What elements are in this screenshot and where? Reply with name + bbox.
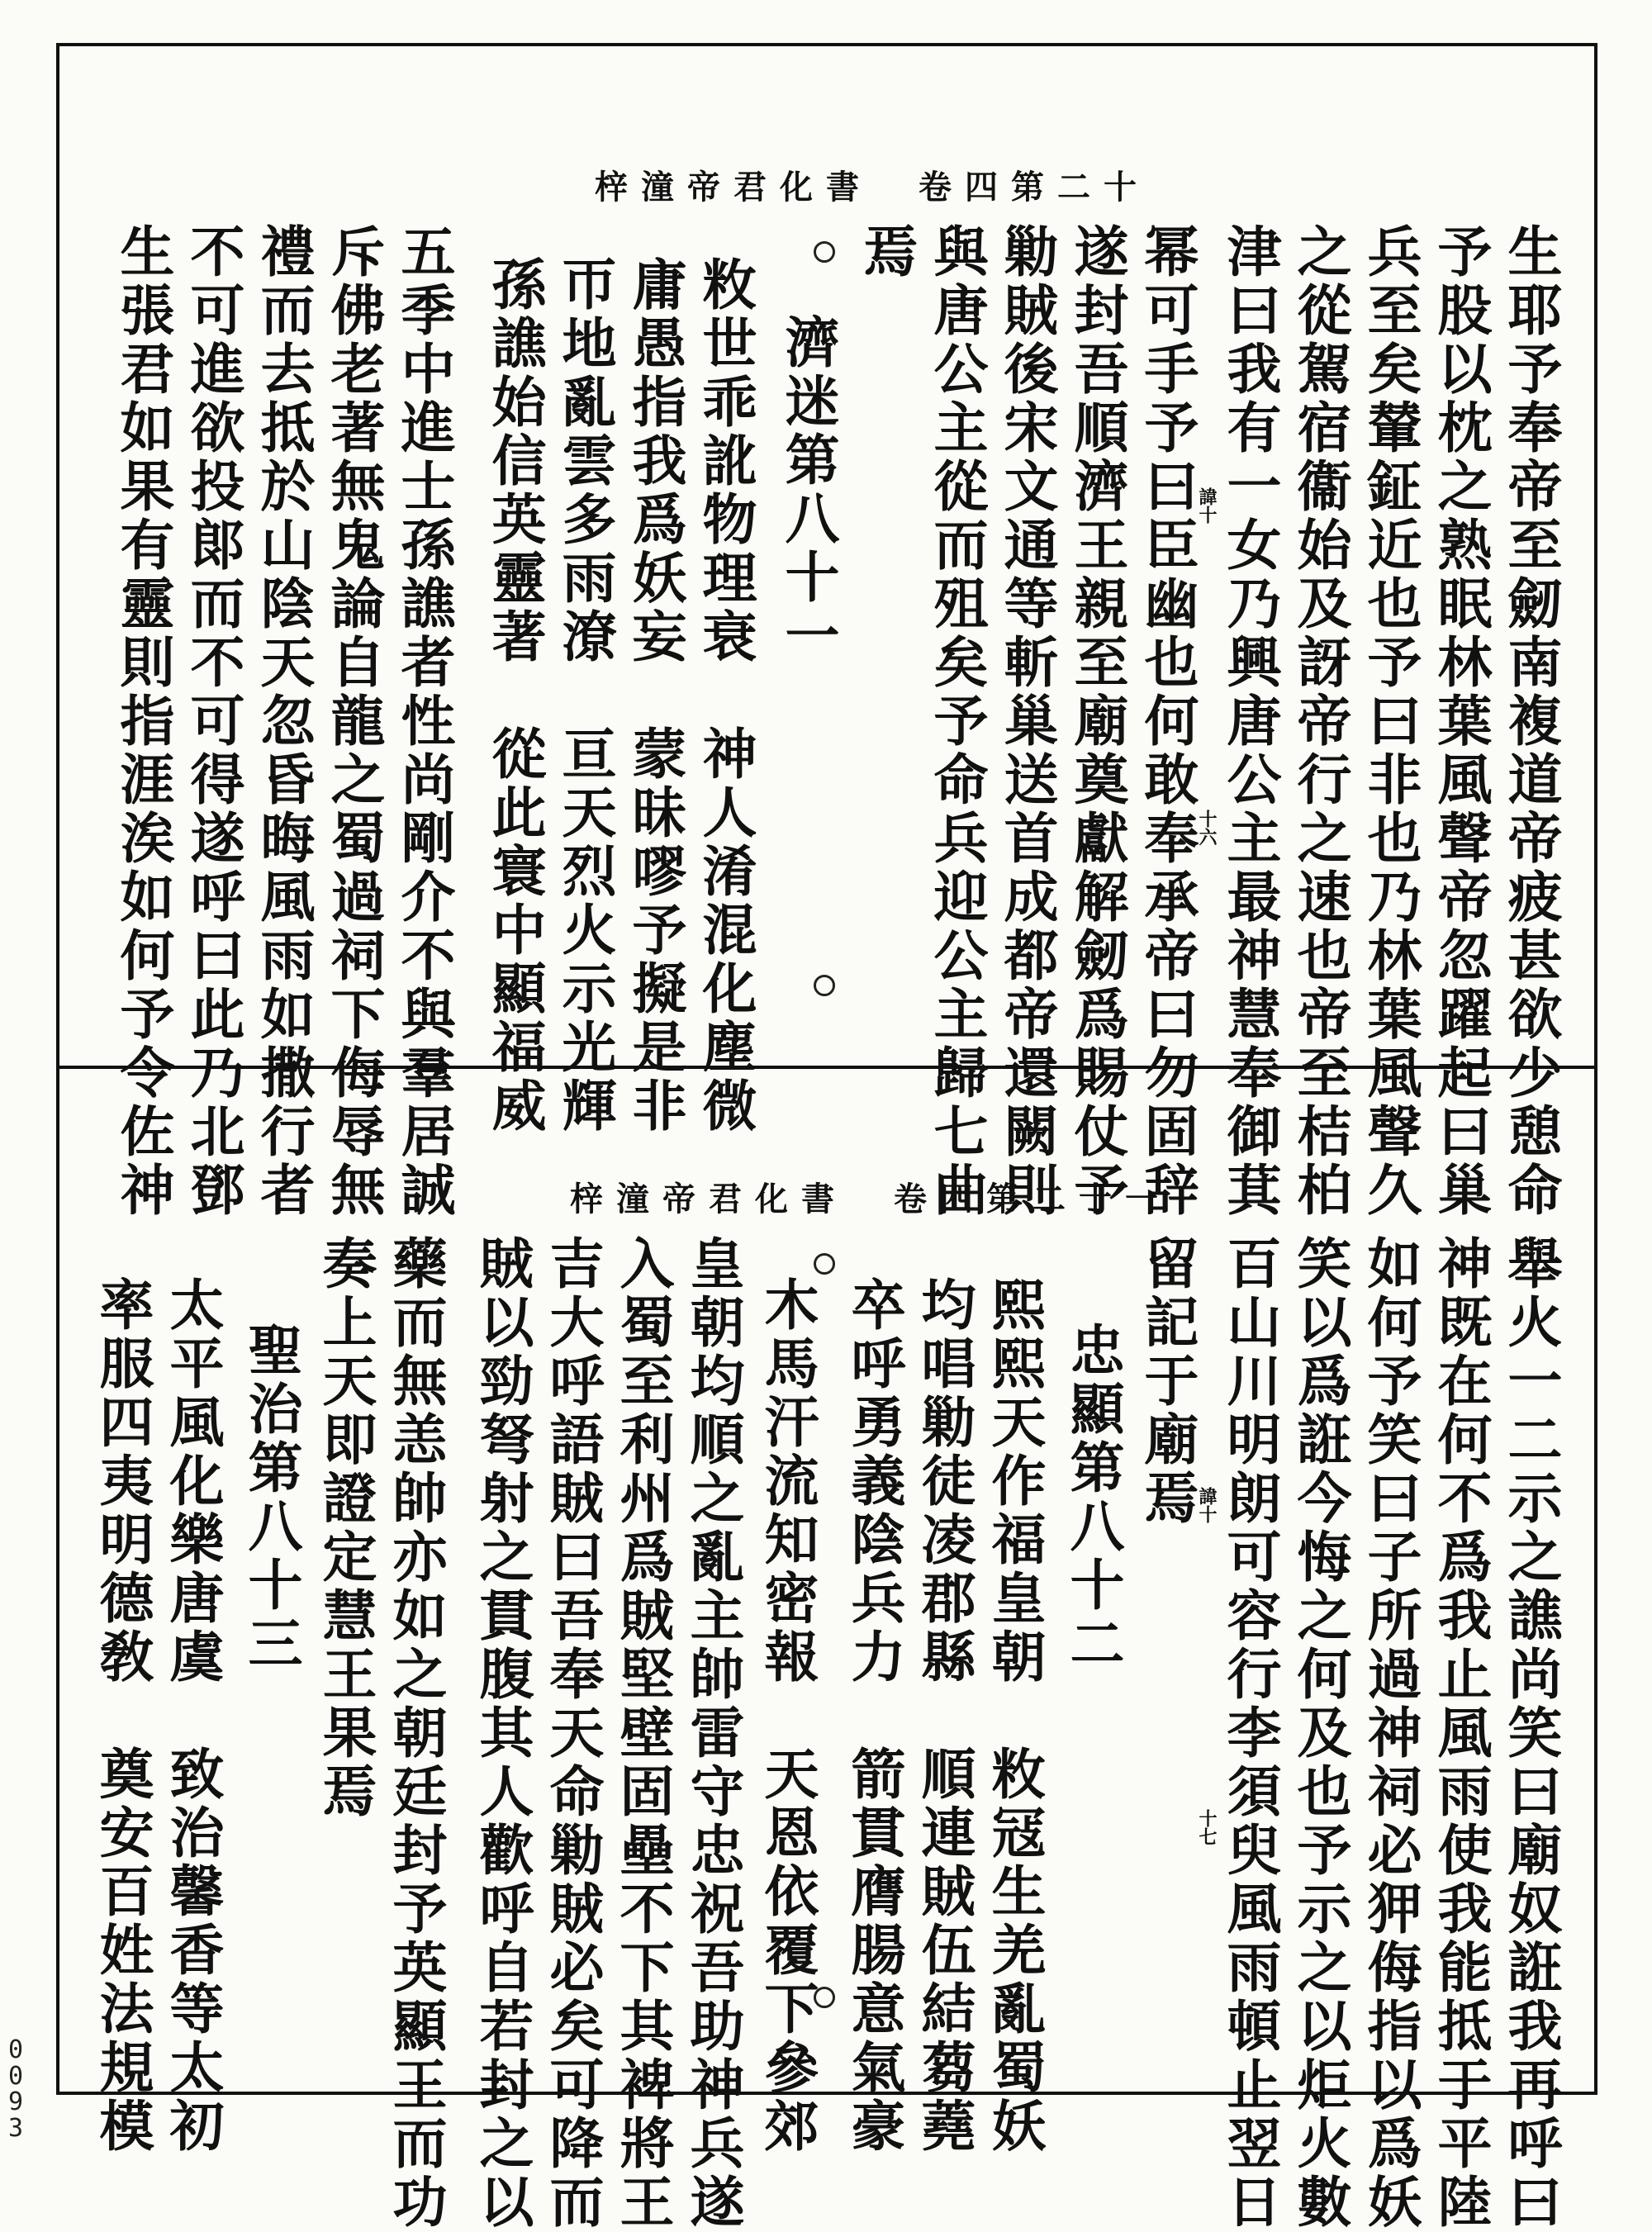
text-column: 笑以爲誑今悔之何及也予示之以炬火數: [1288, 1235, 1352, 2232]
verse-column: 孫譙始信英靈著 從此寰中顯福威: [482, 256, 547, 1136]
text-column: 勦賊後宋文通等斬巢送首成都帝還闕則: [995, 223, 1059, 1220]
text-column: 入蜀至利州爲賊堅壁固壘不下其裨將王: [610, 1235, 675, 2232]
text-column: 兵至矣輦鉦近也予曰非也乃林葉風聲久: [1358, 223, 1422, 1220]
text-column: 舉火一二示之譙尚笑曰廟奴誑我再呼曰: [1498, 1235, 1563, 2232]
text-column: 遂封吾順濟王親至廟奠獻解劒爲賜仗予: [1065, 223, 1129, 1220]
verse-column: 均唱勦徒凌郡縣 順連賊伍結蒭蕘: [912, 1276, 976, 2156]
text-column: 津曰我有一女乃興唐公主最神慧奉御萁: [1218, 223, 1282, 1220]
text-column: 百山川明朗可容行李須臾風雨頓止翌日: [1218, 1235, 1282, 2232]
top-page-header: 梓潼帝君化書 卷四第二十: [595, 168, 1150, 207]
text-column: 焉: [854, 223, 919, 282]
text-column: 奏上天即證定慧王果焉: [313, 1235, 377, 1821]
text-column: 與唐公主從而殂矣予命兵迎公主歸七曲: [924, 223, 989, 1220]
text-column: 吉大呼語賊曰吾奉天命勦賊必矣可降而: [540, 1235, 605, 2232]
circle-mark-icon: [814, 975, 835, 996]
verse-column: 敉世乖訛物理衰 神人淆混化塵微: [693, 256, 757, 1136]
verse-column: 太平風化樂唐虞 致治馨香等太初: [160, 1276, 225, 2156]
text-column: 之從駕宿衞始及訝帝行之速也帝至桔柏: [1288, 223, 1352, 1220]
verse-column: 率服四夷明德敎 奠安百姓法規模: [90, 1276, 154, 2156]
verse-column: 庸愚指我爲妖妄 蒙昧嘐予擬是非: [623, 256, 687, 1136]
chapter-title: 聖治第八十三: [239, 1322, 303, 1674]
text-column: 神既在何不爲我止風雨使我能抵于平陸: [1428, 1235, 1493, 2232]
page-number-digit: 0: [7, 2061, 24, 2091]
page-number-digit: 0: [7, 2035, 24, 2064]
text-column: 留記于廟焉: [1135, 1235, 1199, 1528]
text-column: 生耶予奉帝至劒南複道帝疲甚欲少憩命: [1498, 223, 1563, 1220]
verse-column: 卒呼勇義陰兵力 箭貫膺腸意氣豪: [842, 1276, 906, 2156]
text-column: 皇朝均順之亂主帥雷守忠祝吾助神兵遂: [681, 1235, 745, 2232]
text-column: 不可進欲投郞而不可得遂呼曰此乃北鄧: [181, 223, 245, 1220]
margin-note: 諱十: [1196, 487, 1218, 524]
text-column: 生張君如果有靈則指涯涘如何予令佐神: [111, 223, 175, 1220]
page-number-digit: 3: [7, 2113, 24, 2143]
margin-note: 十七: [1196, 1809, 1218, 1845]
margin-note: 十六: [1196, 810, 1218, 846]
verse-column: 帀地亂雲多雨潦 亘天烈火示光輝: [553, 256, 617, 1136]
circle-mark-icon: [814, 241, 835, 263]
text-column: 賊以勁弩射之貫腹其人歡呼自若封之以: [470, 1235, 534, 2232]
text-column: 禮而去抵於山陰天忽昏晦風雨如撒行者: [251, 223, 316, 1220]
page-number-digit: 9: [7, 2087, 24, 2116]
page-number: [3, 2037, 28, 2141]
chapter-title: 忠顯第八十二: [1061, 1322, 1125, 1674]
text-column: 藥而無恙帥亦如之朝廷封予英顯王而功: [383, 1235, 448, 2232]
text-column: 如何予笑曰子所過神祠必狎侮指以爲妖: [1358, 1235, 1422, 2232]
circle-mark-icon: [814, 1987, 835, 2008]
bottom-page-header: 梓潼帝君化書 卷四第二十一: [570, 1180, 1171, 1218]
text-column: 斥佛老著無鬼論自龍之蜀過祠下侮辱無: [321, 223, 386, 1220]
circle-mark-icon: [814, 1253, 835, 1275]
chapter-title: 濟迷第八十一: [776, 314, 840, 666]
text-column: 予股以枕之熟眠林葉風聲帝忽躍起曰巢: [1428, 223, 1493, 1220]
text-column: 五季中進士孫譙者性尚剛介不與羣居誠: [392, 223, 456, 1220]
verse-column: 木馬汗流知密報 天恩依覆下參郊: [755, 1276, 819, 2156]
text-column: 幂可手予曰臣幽也何敢奉承帝曰勿固辞: [1135, 223, 1199, 1220]
verse-column: 熙熙天作福皇朝 敉冦生羌亂蜀妖: [982, 1276, 1047, 2156]
margin-note: 諱十: [1196, 1487, 1218, 1523]
